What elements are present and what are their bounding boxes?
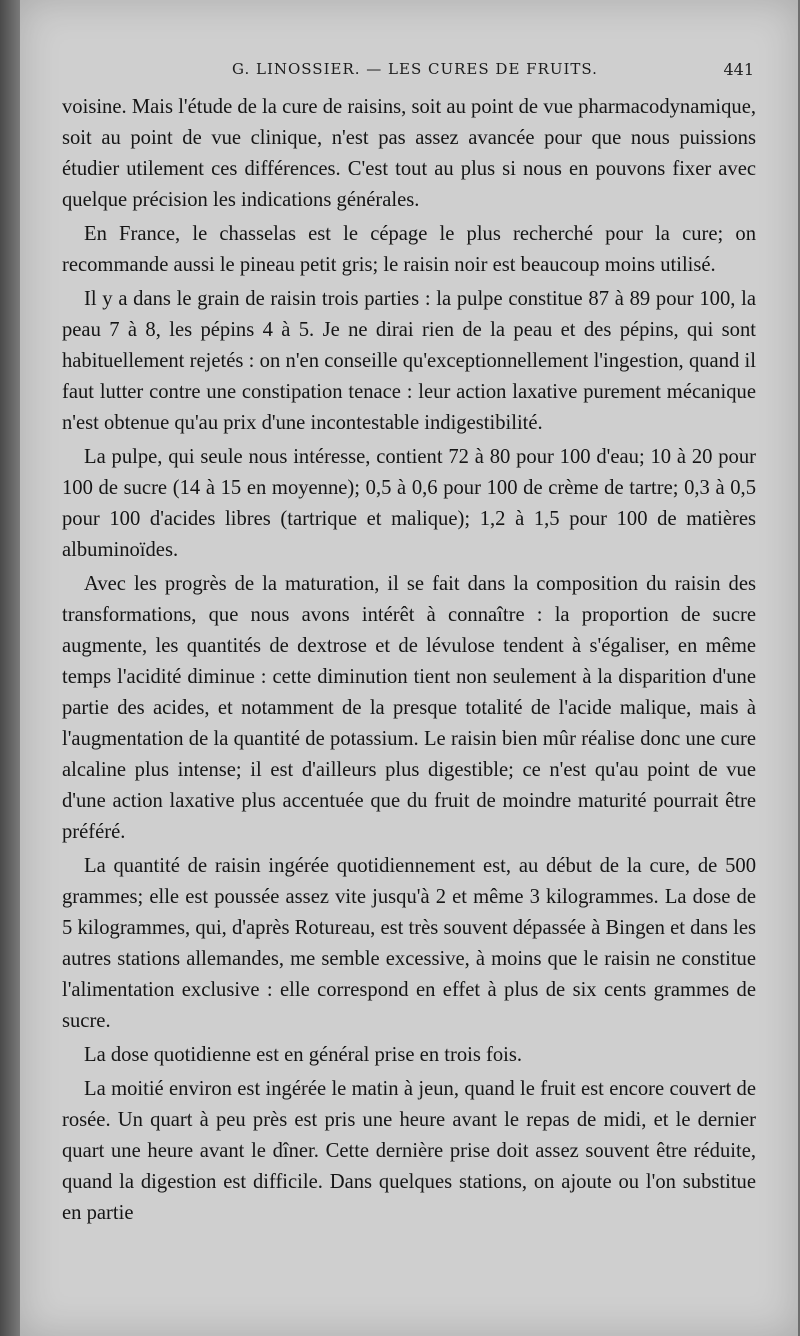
paragraph: Il y a dans le grain de raisin trois parties : la pulpe constitue 87 à 89 pour 100, la peau 7 à 8, les pépins 4 à 5. Je ne dirai rien de la peau et des pépins, qui sont habituellement rejetés : on n'en conseille qu'exceptionnellement l'ingestion, quand il faut lutter contre une constipation tenace : leur action laxative purement mécanique n'est obtenue qu'au prix d'une incontestable indigestibilité. (62, 288, 756, 434)
body-text (62, 92, 756, 1232)
paragraph: La pulpe, qui seule nous intéresse, contient 72 à 80 pour 100 d'eau; 10 à 20 pour 100 de sucre (14 à 15 en moyenne); 0,5 à 0,6 pour 100 de crème de tartre; 0,3 à 0,5 pour 100 d'acides libres (tartrique et malique); 1,2 à 1,5 pour 100 de matières albuminoïdes. (62, 446, 756, 561)
paragraph: Avec les progrès de la maturation, il se fait dans la composition du raisin des transformations, que nous avons intérêt à connaître : la proportion de sucre augmente, les quantités de dextrose et de lévulose tendent à s'égaliser, en même temps l'acidité diminue : cette diminution tient non seulement à la disparition d'une partie des acides, et notamment de la presque totalité de l'acide malique, mais à l'augmentation de la quantité de potassium. Le raisin bien mûr réalise donc une cure alcaline plus intense; il est d'ailleurs plus digestible; ce n'est qu'au point de vue d'une action laxative plus accentuée que du fruit de moindre maturité pourrait être préféré. (62, 573, 756, 843)
paragraph: La quantité de raisin ingérée quotidiennement est, au début de la cure, de 500 grammes; elle est poussée assez vite jusqu'à 2 et même 3 kilogrammes. La dose de 5 kilogrammes, qui, d'après Rotureau, est très souvent dépassée à Bingen et dans les autres stations allemandes, me semble excessive, à moins que le raisin ne constitue l'alimentation exclusive : elle correspond en effet à plus de six cents grammes de sucre. (62, 855, 756, 1032)
running-title: G. LINOSSIER. — LES CURES DE FRUITS. (232, 60, 598, 78)
book-spine-shadow (0, 0, 20, 1336)
paragraph: La dose quotidienne est en général prise en trois fois. (84, 1044, 523, 1066)
running-header (20, 60, 798, 90)
paragraph-continuation: voisine. Mais l'étude de la cure de raisins, soit au point de vue pharmacodynamique, soit au point de vue clinique, n'est pas assez avancée pour que nous puissions étudier utilement ces différences. C'est tout au plus si nous en pouvons fixer avec quelque précision les indications générales. (62, 96, 756, 211)
page-number: 441 (723, 60, 754, 79)
paragraph: La moitié environ est ingérée le matin à jeun, quand le fruit est encore couvert de rosée. Un quart à peu près est pris une heure avant le repas de midi, et le dernier quart une heure avant le dîner. Cette dernière prise doit assez souvent être réduite, quand la digestion est difficile. Dans quelques stations, on ajoute ou l'on substitue en partie (62, 1078, 756, 1224)
paragraph: En France, le chasselas est le cépage le plus recherché pour la cure; on recommande aussi le pineau petit gris; le raisin noir est beaucoup moins utilisé. (62, 223, 756, 276)
book-page (20, 0, 798, 1336)
